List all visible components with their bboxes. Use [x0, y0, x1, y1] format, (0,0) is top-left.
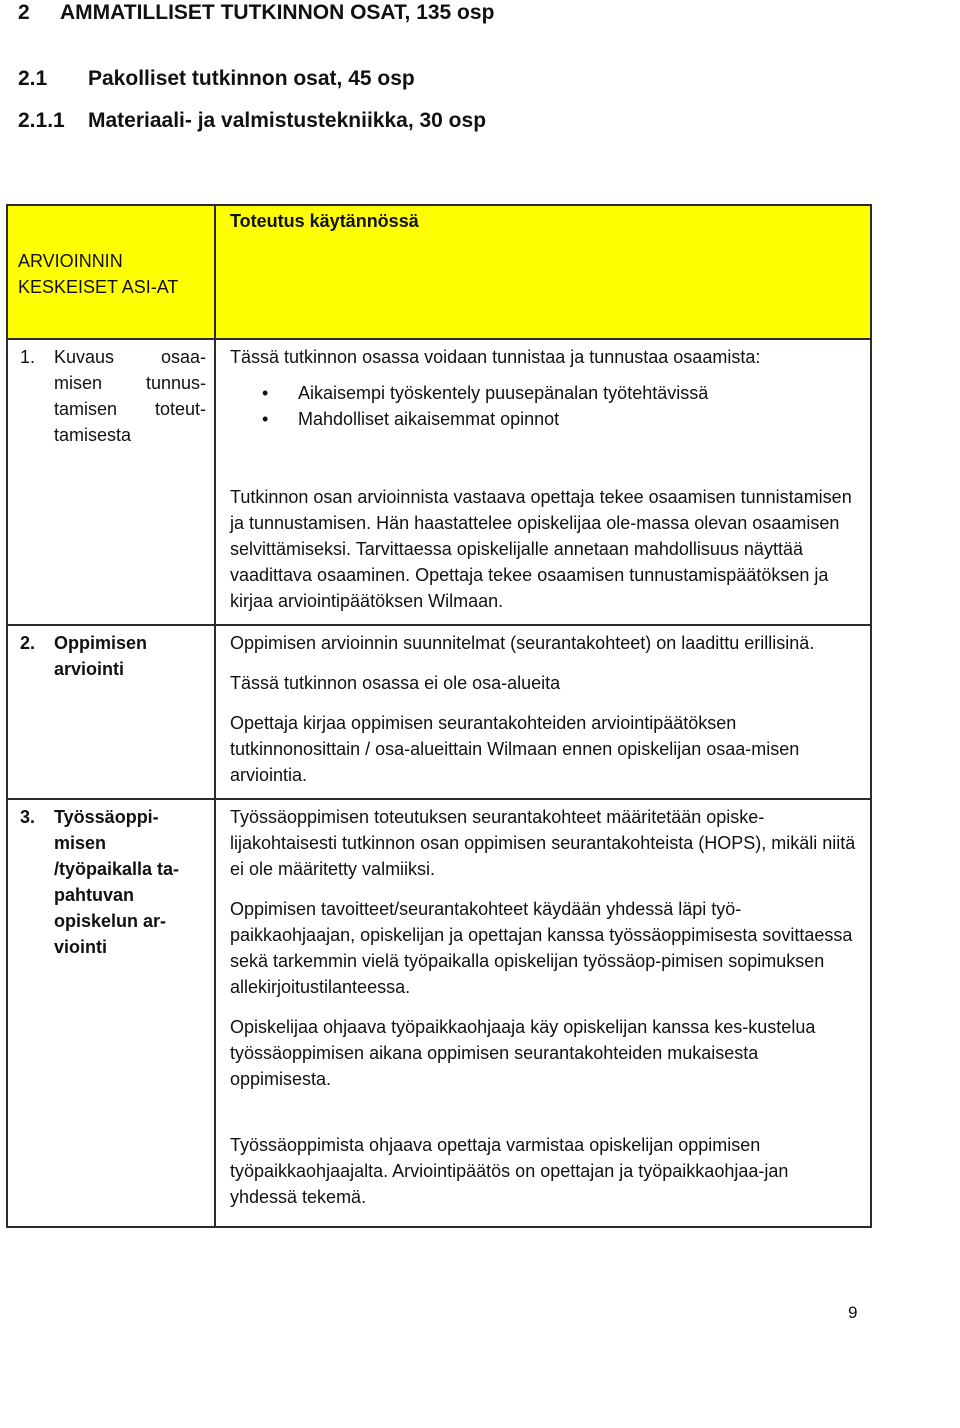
table-row: [7, 799, 871, 1227]
row-paragraph: Työssäoppimisen toteutuksen seurantakohteet määritetään opiske-lijakohtaisesti tutkinnon osan oppimisen seurantakohteista (HOPS), mikäli niitä ei ole määritetty valmiiksi.: [230, 807, 856, 879]
row-content-cell: [215, 799, 871, 1227]
header-left-text: ARVIOINNIN KESKEISET ASI-AT: [18, 251, 179, 297]
table-header-row: [7, 205, 871, 339]
assessment-table: [6, 204, 872, 1228]
header-right-text: Toteutus käytännössä: [230, 211, 419, 231]
header-right-cell: [215, 205, 871, 339]
row-paragraph: Tässä tutkinnon osassa ei ole osa-alueita: [230, 673, 561, 693]
bullet-list: [230, 380, 858, 432]
row-label: Kuvaus osaa-misen tunnus-tamisen toteut-tamisesta: [54, 347, 206, 445]
row-intro: Tässä tutkinnon osassa voidaan tunnistaa ja tunnustaa osaamista:: [230, 347, 761, 367]
table-row: [7, 625, 871, 799]
row-label-cell: [7, 339, 215, 625]
heading-level-3: [18, 110, 486, 131]
page-number: 9: [848, 1303, 858, 1322]
row-label-cell: [7, 799, 215, 1227]
heading-number: 2.1: [18, 67, 48, 90]
row-content-cell: [215, 625, 871, 799]
row-label: Oppimisen arviointi: [54, 633, 148, 679]
list-item: • Aikaisempi työskentely puusepänalan työtehtävissä: [262, 380, 858, 406]
row-paragraph: Tutkinnon osan arvioinnista vastaava opettaja tekee osaamisen tunnistamisen ja tunnustamisen. Hän haastattelee opiskelijaa ole-massa olevan osaamisen selvittämiseksi. Tarvittaessa opiskelijalle annetaan mahdollisuus näyttää vaadittava osaaminen. Opettaja tekee osaamisen tunnustamispäätöksen ja kirjaa arviointipäätöksen Wilmaan.: [230, 487, 852, 611]
heading-level-2: [18, 68, 415, 89]
row-number: 1.: [20, 347, 36, 367]
heading-title: AMMATILLISET TUTKINNON OSAT, 135 osp: [60, 1, 495, 24]
heading-number: 2.1.1: [18, 109, 65, 132]
row-number: 2.: [20, 633, 36, 653]
heading-title: Materiaali- ja valmistustekniikka, 30 osp: [88, 109, 487, 132]
row-label: Työssäoppi-misen /työpaikalla ta-pahtuvan opiskelun ar-viointi: [54, 807, 180, 957]
row-content-cell: [215, 339, 871, 625]
row-paragraph: Opettaja kirjaa oppimisen seurantakohteiden arviointipäätöksen tutkinnonosittain / osa-alueittain Wilmaan ennen opiskelijan osaa-misen arviointia.: [230, 713, 800, 785]
row-paragraph: Oppimisen arvioinnin suunnitelmat (seurantakohteet) on laadittu erillisinä.: [230, 633, 815, 653]
heading-number: 2: [18, 1, 30, 24]
row-number: 3.: [20, 807, 36, 827]
row-label-cell: [7, 625, 215, 799]
list-item: • Mahdolliset aikaisemmat opinnot: [262, 406, 858, 432]
row-paragraph: Oppimisen tavoitteet/seurantakohteet käydään yhdessä läpi työ-paikkaohjaajan, opiskelijan ja opettajan kanssa työssäoppimisesta sovittaessa sekä tarkemmin vielä työpaikalla opiskelijan työssäop-pimisen sopimuksen allekirjoitustilanteessa.: [230, 899, 853, 997]
table-row: [7, 339, 871, 625]
row-paragraph: Työssäoppimista ohjaava opettaja varmistaa opiskelijan oppimisen työpaikkaohjaajalta. Arviointipäätös on opettajan ja työpaikkaohjaa-jan yhdessä tekemä.: [230, 1135, 789, 1207]
header-left-cell: [7, 205, 215, 339]
heading-level-1: [18, 2, 494, 23]
row-paragraph: Opiskelijaa ohjaava työpaikkaohjaaja käy opiskelijan kanssa kes-kustelua työssäoppimisen aikana oppimisen seurantakohteiden mukaisesta oppimisesta.: [230, 1017, 816, 1089]
heading-title: Pakolliset tutkinnon osat, 45 osp: [88, 67, 415, 90]
